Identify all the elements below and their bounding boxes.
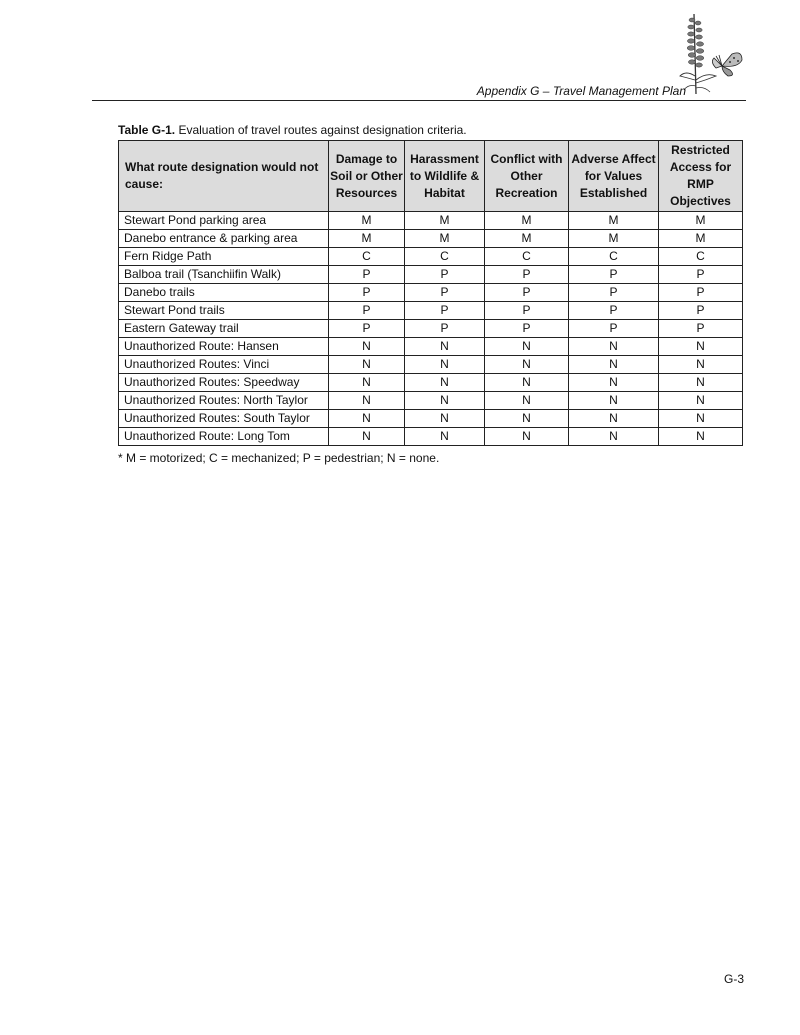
soil-damage-cell: N [329, 374, 405, 392]
column-header-soil-damage: Damage to Soil or Other Resources [329, 141, 405, 212]
table-caption [118, 123, 467, 137]
recreation-conflict-cell: P [485, 302, 569, 320]
soil-damage-cell: P [329, 302, 405, 320]
adverse-affect-cell: P [569, 302, 659, 320]
adverse-affect-cell: N [569, 374, 659, 392]
soil-damage-cell: N [329, 410, 405, 428]
table-caption-label: Table G-1. [118, 123, 176, 137]
recreation-conflict-cell: M [485, 212, 569, 230]
column-header-restricted-access: Restricted Access for RMP Objectives [659, 141, 743, 212]
route-name: Eastern Gateway trail [119, 320, 329, 338]
header-divider [92, 100, 746, 101]
recreation-conflict-cell: N [485, 338, 569, 356]
wildlife-harassment-cell: M [405, 230, 485, 248]
restricted-access-cell: N [659, 392, 743, 410]
recreation-conflict-cell: P [485, 320, 569, 338]
recreation-conflict-cell: N [485, 392, 569, 410]
column-header-wildlife-harassment: Harassment to Wildlife & Habitat [405, 141, 485, 212]
route-name: Fern Ridge Path [119, 248, 329, 266]
table-row [119, 230, 743, 248]
table-row [119, 248, 743, 266]
soil-damage-cell: M [329, 230, 405, 248]
table-row [119, 284, 743, 302]
table-row [119, 302, 743, 320]
route-name: Danebo entrance & parking area [119, 230, 329, 248]
wildlife-harassment-cell: M [405, 212, 485, 230]
soil-damage-cell: N [329, 428, 405, 446]
route-name: Unauthorized Routes: Vinci [119, 356, 329, 374]
soil-damage-cell: C [329, 248, 405, 266]
wildlife-harassment-cell: P [405, 266, 485, 284]
restricted-access-cell: C [659, 248, 743, 266]
soil-damage-cell: P [329, 320, 405, 338]
soil-damage-cell: N [329, 392, 405, 410]
adverse-affect-cell: C [569, 248, 659, 266]
wildlife-harassment-cell: C [405, 248, 485, 266]
table-row [119, 374, 743, 392]
column-header-recreation-conflict: Conflict with Other Recreation [485, 141, 569, 212]
restricted-access-cell: P [659, 266, 743, 284]
route-evaluation-table [118, 140, 743, 446]
column-header-adverse-affect: Adverse Affect for Values Established [569, 141, 659, 212]
route-name: Unauthorized Route: Long Tom [119, 428, 329, 446]
soil-damage-cell: P [329, 266, 405, 284]
table-row [119, 320, 743, 338]
adverse-affect-cell: M [569, 230, 659, 248]
table-row [119, 212, 743, 230]
adverse-affect-cell: N [569, 356, 659, 374]
wildlife-harassment-cell: P [405, 320, 485, 338]
table-row [119, 356, 743, 374]
recreation-conflict-cell: N [485, 374, 569, 392]
restricted-access-cell: M [659, 212, 743, 230]
wildlife-harassment-cell: P [405, 302, 485, 320]
recreation-conflict-cell: C [485, 248, 569, 266]
soil-damage-cell: P [329, 284, 405, 302]
adverse-affect-cell: N [569, 338, 659, 356]
table-row [119, 338, 743, 356]
restricted-access-cell: N [659, 374, 743, 392]
route-name: Balboa trail (Tsanchiifin Walk) [119, 266, 329, 284]
restricted-access-cell: N [659, 428, 743, 446]
wildlife-harassment-cell: N [405, 338, 485, 356]
wildlife-harassment-cell: P [405, 284, 485, 302]
table-caption-text: Evaluation of travel routes against designation criteria. [175, 123, 467, 137]
restricted-access-cell: P [659, 320, 743, 338]
adverse-affect-cell: M [569, 212, 659, 230]
soil-damage-cell: N [329, 356, 405, 374]
adverse-affect-cell: N [569, 410, 659, 428]
recreation-conflict-cell: N [485, 428, 569, 446]
table-footnote: * M = motorized; C = mechanized; P = pedestrian; N = none. [118, 451, 440, 465]
wildlife-harassment-cell: N [405, 356, 485, 374]
wildlife-harassment-cell: N [405, 392, 485, 410]
route-name: Unauthorized Route: Hansen [119, 338, 329, 356]
recreation-conflict-cell: P [485, 284, 569, 302]
recreation-conflict-cell: P [485, 266, 569, 284]
table-row [119, 266, 743, 284]
wildlife-harassment-cell: N [405, 374, 485, 392]
restricted-access-cell: N [659, 338, 743, 356]
route-name: Unauthorized Routes: North Taylor [119, 392, 329, 410]
column-header-route: What route designation would not cause: [119, 141, 329, 212]
wildlife-harassment-cell: N [405, 410, 485, 428]
recreation-conflict-cell: N [485, 356, 569, 374]
page-number: G-3 [723, 972, 744, 986]
route-name: Unauthorized Routes: Speedway [119, 374, 329, 392]
wildlife-harassment-cell: N [405, 428, 485, 446]
soil-damage-cell: M [329, 212, 405, 230]
running-header: Appendix G – Travel Management Plan [476, 84, 686, 98]
route-name: Stewart Pond parking area [119, 212, 329, 230]
adverse-affect-cell: N [569, 428, 659, 446]
restricted-access-cell: P [659, 284, 743, 302]
restricted-access-cell: P [659, 302, 743, 320]
route-name: Stewart Pond trails [119, 302, 329, 320]
route-name: Unauthorized Routes: South Taylor [119, 410, 329, 428]
adverse-affect-cell: P [569, 266, 659, 284]
adverse-affect-cell: N [569, 392, 659, 410]
table-row [119, 392, 743, 410]
restricted-access-cell: N [659, 410, 743, 428]
recreation-conflict-cell: N [485, 410, 569, 428]
table-row [119, 428, 743, 446]
adverse-affect-cell: P [569, 320, 659, 338]
table-header-row [119, 141, 743, 212]
restricted-access-cell: M [659, 230, 743, 248]
soil-damage-cell: N [329, 338, 405, 356]
table-row [119, 410, 743, 428]
recreation-conflict-cell: M [485, 230, 569, 248]
adverse-affect-cell: P [569, 284, 659, 302]
route-name: Danebo trails [119, 284, 329, 302]
restricted-access-cell: N [659, 356, 743, 374]
